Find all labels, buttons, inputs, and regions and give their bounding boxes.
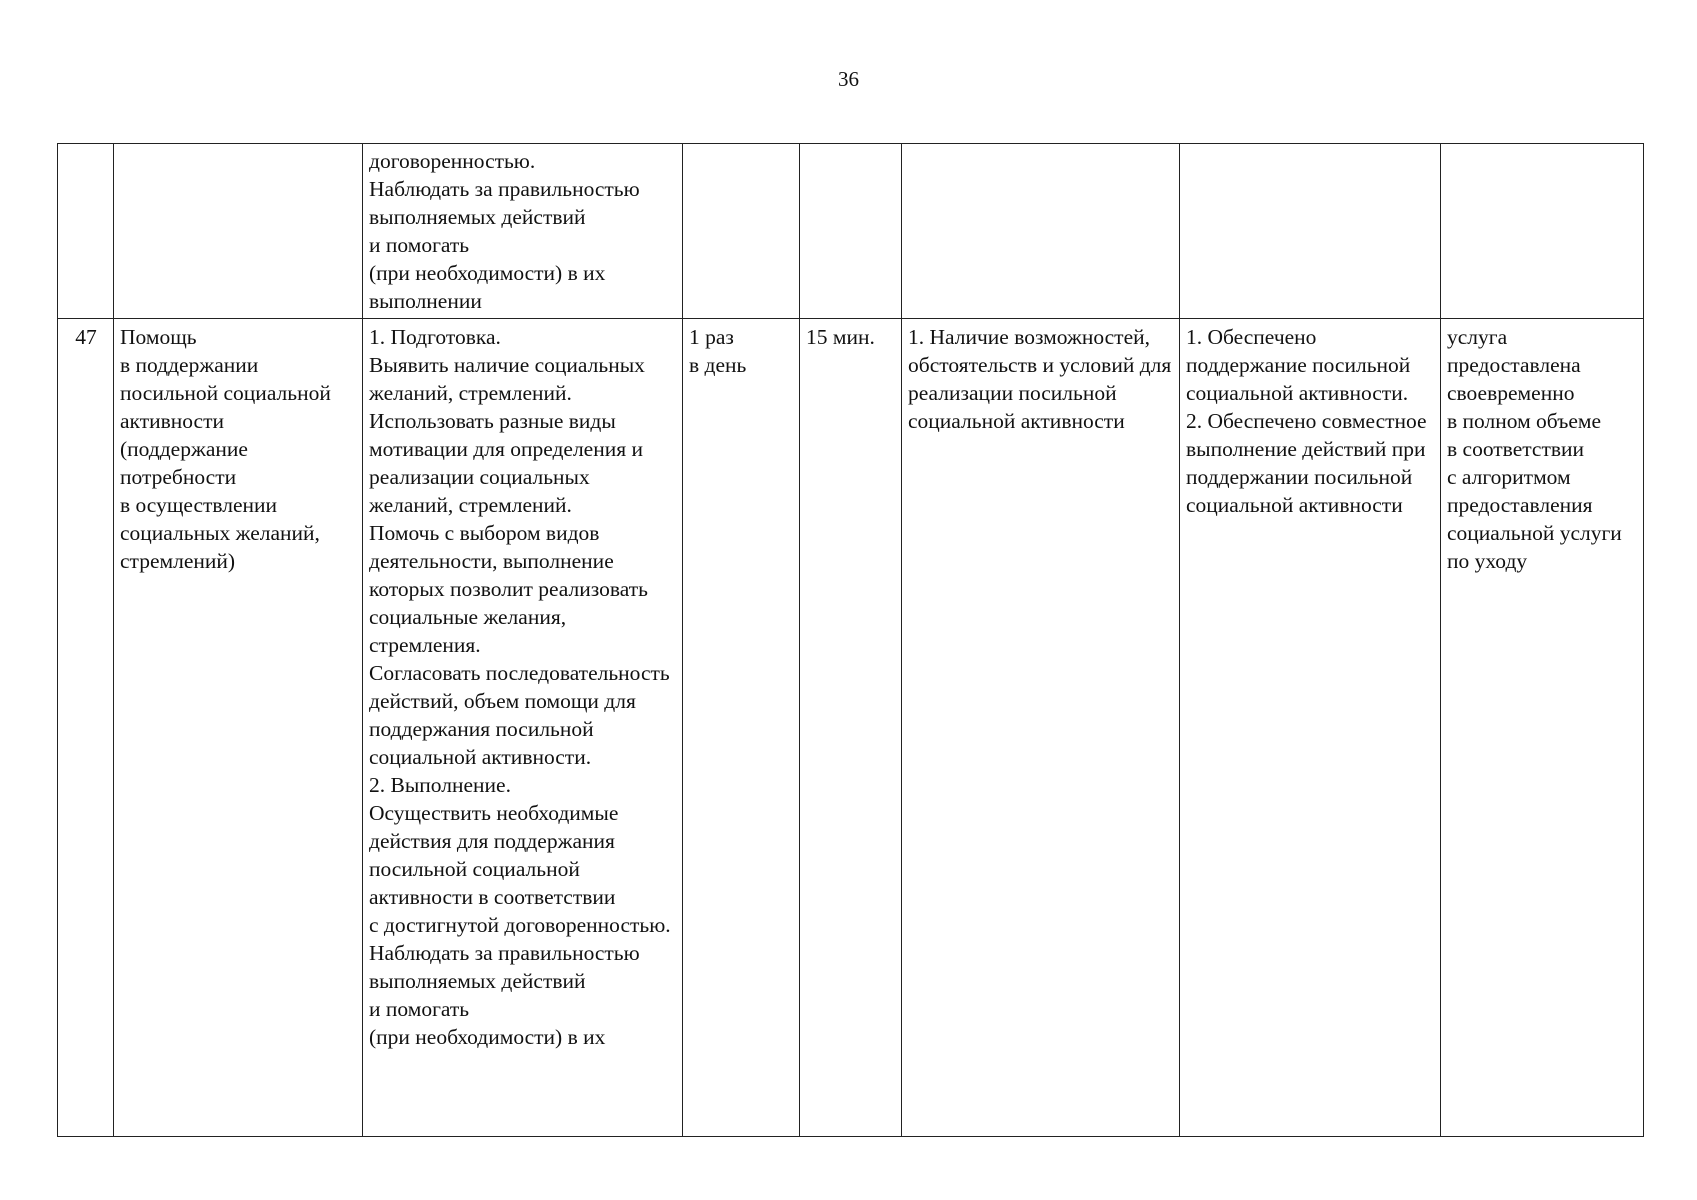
service-content-cell: 1. Подготовка. Выявить наличие социальных желаний, стремлений. Использовать разные виды мотивации для определения и реализации социальных желаний, стремлений. Помочь с выбором видов деятельности, выполнение которых позволит реализовать социальные желания, стремления. Согласовать последовательность действий, объем помощи для поддержания посильной социальной активности. 2. Выполнение. Осуществить необходимые действия для поддержания посильной социальной активности в соответствии с достигнутой договоренностью. Наблюдать за правильностью выполняемых действий и помогать (при необходимости) в их	[363, 319, 683, 1137]
row-number-cell	[58, 144, 114, 319]
frequency-cell: 1 раз в день	[683, 319, 800, 1137]
conditions-cell: 1. Наличие возможностей, обстоятельств и условий для реализации посильной социальной активности	[902, 319, 1180, 1137]
quality-cell	[1441, 144, 1644, 319]
page-number: 36	[838, 67, 859, 91]
service-name-cell	[114, 144, 363, 319]
conditions-cell	[902, 144, 1180, 319]
services-table	[57, 143, 1644, 1137]
service-content-cell: договоренностью. Наблюдать за правильностью выполняемых действий и помогать (при необходимости) в их выполнении	[363, 144, 683, 319]
service-name-cell: Помощь в поддержании посильной социальной активности (поддержание потребности в осуществлении социальных желаний, стремлений)	[114, 319, 363, 1137]
frequency-cell	[683, 144, 800, 319]
table-row	[58, 319, 1644, 1137]
quality-cell: услуга предоставлена своевременно в полном объеме в соответствии с алгоритмом предоставления социальной услуги по уходу	[1441, 319, 1644, 1137]
result-cell: 1. Обеспечено поддержание посильной социальной активности. 2. Обеспечено совместное выполнение действий при поддержании посильной социальной активности	[1180, 319, 1441, 1137]
duration-cell	[800, 144, 902, 319]
result-cell	[1180, 144, 1441, 319]
table-row	[58, 144, 1644, 319]
row-number-cell: 47	[58, 319, 114, 1137]
duration-cell: 15 мин.	[800, 319, 902, 1137]
